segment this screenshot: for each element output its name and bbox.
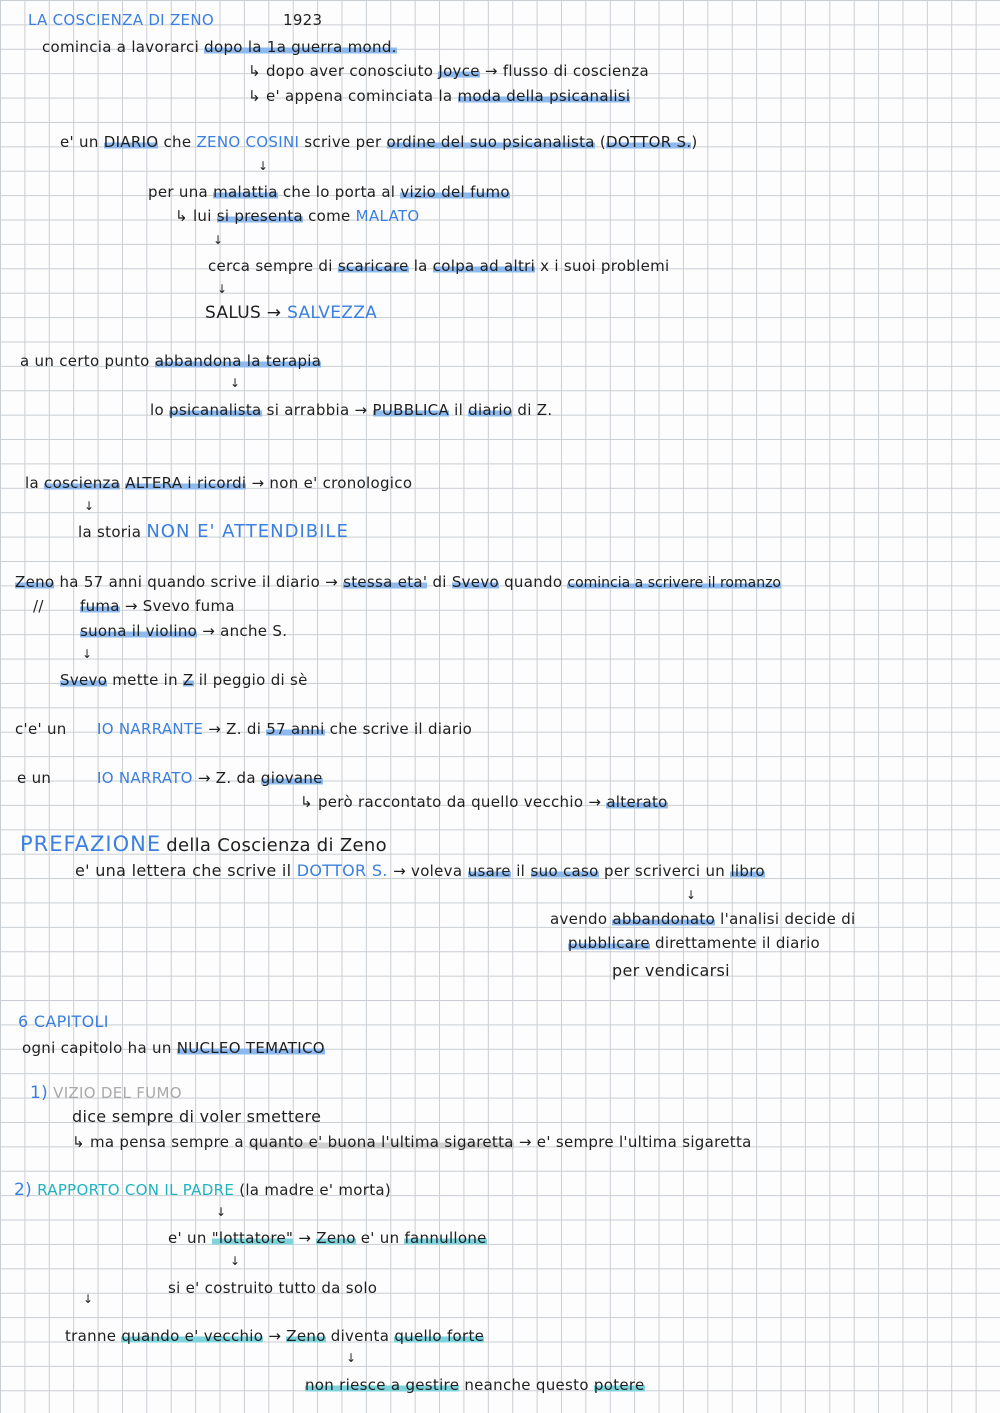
ditto-mark: // [33, 597, 44, 615]
publish-line [150, 400, 552, 420]
down-arrow-icon: ↓ [230, 376, 241, 390]
presents-line [175, 206, 419, 226]
peggio-z: Z [183, 671, 194, 689]
malattia: malattia [213, 183, 278, 201]
down-arrow-icon: ↓ [216, 1205, 227, 1219]
violino: suona il violino [80, 622, 198, 640]
illness-mid: che lo porta al [282, 183, 396, 201]
prefazione-il: il [516, 862, 526, 880]
ch1-l2-pre: ma pensa sempre a [89, 1133, 244, 1151]
publish-diario: diario [468, 401, 513, 419]
page-title: LA COSCIENZA DI ZENO [28, 11, 214, 29]
ch2-title-line [14, 1180, 391, 1200]
narrato-pre: e un [17, 769, 52, 787]
potere: potere [593, 1376, 645, 1394]
sub-arrow-icon: ↳ [248, 62, 261, 80]
narrante-post: che scrive il diario [329, 720, 473, 738]
age-romanzo: comincia a scrivere il romanzo [567, 575, 781, 591]
age-di: di [432, 573, 447, 591]
paren-open: ( [599, 133, 606, 151]
narrato-line [97, 768, 323, 788]
publish-pre: lo [150, 401, 164, 419]
pubblicare-line [568, 933, 820, 953]
sub2-text: e' appena cominciata la [265, 87, 453, 105]
ch1-line2 [72, 1132, 752, 1152]
dottor-s: DOTTOR S. [605, 133, 692, 151]
ch2-l1-pre: e' un [168, 1229, 207, 1247]
si-presenta: si presenta [216, 207, 304, 225]
blame-line [208, 256, 670, 276]
ch1-title: VIZIO DEL FUMO [53, 1084, 182, 1102]
prefazione-title-line [20, 834, 387, 856]
diary-word: DIARIO [103, 133, 159, 151]
ch2-zeno: Zeno [316, 1229, 356, 1247]
intro-highlight: dopo la 1a guerra mond. [204, 38, 397, 56]
paren-close: ) [691, 133, 698, 151]
narrante-pre: c'e' un [15, 720, 67, 738]
prefazione-title: PREFAZIONE [20, 832, 162, 856]
peggio-mid: mette in [112, 671, 178, 689]
sub1-text: dopo aver conosciuto [265, 62, 434, 80]
intro-line [42, 37, 397, 57]
down-arrow-icon: ↓ [346, 1351, 357, 1365]
diary-pre: e' un [60, 133, 99, 151]
age-zeno: Zeno [15, 573, 55, 591]
ch1-num: 1) [30, 1083, 49, 1103]
ch2-l3-mid: → [268, 1327, 282, 1345]
sub1-joyce: Joyce [438, 62, 480, 80]
narrante-57: 57 anni [266, 720, 325, 738]
abandon-pre: a un certo punto [20, 352, 150, 370]
scaricare: scaricare [337, 257, 409, 275]
ch2-num: 2) [14, 1180, 33, 1200]
sub-arrow-icon: ↳ [300, 793, 313, 811]
down-arrow-icon: ↓ [82, 647, 93, 661]
memory-post: → non e' cronologico [251, 474, 413, 492]
sub-arrow-icon: ↳ [175, 207, 188, 225]
sub-arrow-icon: ↳ [72, 1133, 85, 1151]
presents-pre: lui [192, 207, 212, 225]
prefazione-line [75, 861, 765, 881]
peggio-post: il peggio di sè [198, 671, 308, 689]
avendo-pre: avendo [550, 910, 608, 928]
psicanalista: psicanalista [169, 401, 262, 419]
down-arrow-icon: ↓ [230, 1254, 241, 1268]
prefazione-pre: e' una lettera che scrive il [75, 861, 292, 880]
ch2-paren: (la madre e' morta) [239, 1181, 392, 1199]
zeno-cosini: ZENO COSINI [196, 133, 300, 151]
pubblicare: pubblicare [568, 934, 650, 952]
ch2-line4 [305, 1375, 645, 1395]
down-arrow-icon: ↓ [83, 1292, 94, 1306]
intro-sub2 [248, 86, 630, 106]
ch2-l1-mid: → [298, 1229, 312, 1247]
ch2-l1-post: e' un [360, 1229, 400, 1247]
narrante-line [97, 719, 472, 739]
memory-line [25, 473, 412, 493]
abandon-line [20, 351, 321, 371]
altera-ricordi: ALTERA i ricordi [125, 474, 247, 492]
avendo-post: l'analisi decide di [720, 910, 856, 928]
ch2-l3-pre: tranne [65, 1327, 117, 1345]
diventa: diventa [330, 1327, 390, 1345]
non-riesce-gestire: non riesce a gestire [305, 1376, 460, 1394]
libro: libro [730, 862, 765, 880]
capitoli-line [22, 1038, 325, 1058]
non-attendibile: NON E' ATTENDIBILE [146, 521, 349, 542]
prefazione-arrow: → voleva [393, 862, 463, 880]
diary-mid: scrive per [304, 133, 382, 151]
peggio-svevo: Svevo [60, 671, 108, 689]
malato: MALATO [355, 207, 420, 225]
capitoli-pre: ogni capitolo ha un [22, 1039, 172, 1057]
ch1-l2-post: → e' sempre l'ultima sigaretta [518, 1133, 752, 1151]
ch2-line2: si e' costruito tutto da solo [168, 1279, 378, 1297]
presents-mid: come [308, 207, 351, 225]
violino-line [80, 621, 287, 641]
io-narrato: IO NARRATO [97, 769, 193, 787]
publish-mid: si arrabbia → [266, 401, 368, 419]
memory-pre: la [25, 474, 39, 492]
down-arrow-icon: ↓ [217, 282, 228, 296]
salus-line [205, 303, 377, 323]
illness-pre: per una [148, 183, 208, 201]
blame-post: x i suoi problemi [540, 257, 670, 275]
vizio-fumo: vizio del fumo [400, 183, 510, 201]
sub1-post: → flusso di coscienza [484, 62, 649, 80]
abbandonato: abbandonato [612, 910, 716, 928]
fuma: fuma [80, 597, 120, 615]
prefazione-mid: per scriverci un [604, 862, 726, 880]
ch2-l4-mid: neanche questo [464, 1376, 589, 1394]
fuma-post: → Svevo fuma [124, 597, 235, 615]
peggio-line [60, 670, 308, 690]
illness-line [148, 182, 510, 202]
story-pre: la storia [78, 523, 142, 541]
narrante-post-pre: → Z. di [208, 720, 262, 738]
prefazione-title-post: della Coscienza di Zeno [166, 835, 387, 856]
stessa-eta: stessa eta' [343, 573, 428, 591]
down-arrow-icon: ↓ [84, 499, 95, 513]
diary-line [60, 132, 698, 152]
sub2-highlight: moda della psicanalisi [457, 87, 631, 105]
blame-pre: cerca sempre di [208, 257, 333, 275]
down-arrow-icon: ↓ [213, 233, 224, 247]
violino-post: → anche S. [202, 622, 288, 640]
publish-post: di Z. [517, 401, 553, 419]
fannullone: fannullone [404, 1229, 487, 1247]
story-line [78, 522, 349, 542]
salvezza: SALVEZZA [287, 303, 378, 323]
lottatore: "lottatore" [211, 1229, 294, 1247]
pubblicare-post: direttamente il diario [655, 934, 821, 952]
intro-text: comincia a lavorarci [42, 38, 200, 56]
age-svevo: Svevo [451, 573, 499, 591]
ch1-title-line [30, 1083, 182, 1103]
sub-arrow-icon: ↳ [248, 87, 261, 105]
nucleo-tematico: NUCLEO TEMATICO [176, 1039, 325, 1057]
diary-order: ordine del suo psicanalista [386, 133, 595, 151]
age-mid: ha 57 anni quando scrive il diario → [59, 573, 339, 591]
publish-il: il [454, 401, 464, 419]
vendicarsi: per vendicarsi [612, 961, 730, 980]
narrato-sub [300, 792, 668, 812]
colpa: colpa ad altri [432, 257, 536, 275]
ultima-sigaretta: quanto e' buona l'ultima sigaretta [248, 1133, 514, 1151]
fuma-line [80, 596, 235, 616]
age-line [15, 572, 781, 593]
diary-che: che [163, 133, 192, 151]
year: 1923 [283, 11, 323, 29]
narrato-post-pre: → Z. da [197, 769, 256, 787]
age-quando: quando [504, 573, 563, 591]
ch2-line1 [168, 1228, 487, 1248]
pubblica: PUBBLICA [372, 401, 450, 419]
narrato-sub-text: però raccontato da quello vecchio → [317, 793, 602, 811]
usare: usare [467, 862, 511, 880]
ch2-line3 [65, 1326, 484, 1346]
coscienza: coscienza [44, 474, 121, 492]
capitoli-title: 6 CAPITOLI [18, 1012, 109, 1031]
down-arrow-icon: ↓ [686, 888, 697, 902]
alterato: alterato [606, 793, 668, 811]
ch2-zeno2: Zeno [286, 1327, 326, 1345]
intro-sub1 [248, 61, 649, 81]
avendo-line [550, 909, 856, 929]
salus: SALUS → [205, 303, 282, 323]
ch2-title: RAPPORTO CON IL PADRE [37, 1181, 235, 1199]
down-arrow-icon: ↓ [258, 159, 269, 173]
quello-forte: quello forte [394, 1327, 485, 1345]
suo-caso: suo caso [530, 862, 599, 880]
quando-vecchio: quando e' vecchio [121, 1327, 264, 1345]
ch1-line1: dice sempre di voler smettere [72, 1107, 322, 1126]
io-narrante: IO NARRANTE [97, 720, 204, 738]
prefazione-dottor: DOTTOR S. [296, 861, 388, 880]
blame-mid: la [413, 257, 428, 275]
giovane: giovane [260, 769, 323, 787]
abbandona-terapia: abbandona la terapia [154, 352, 322, 370]
